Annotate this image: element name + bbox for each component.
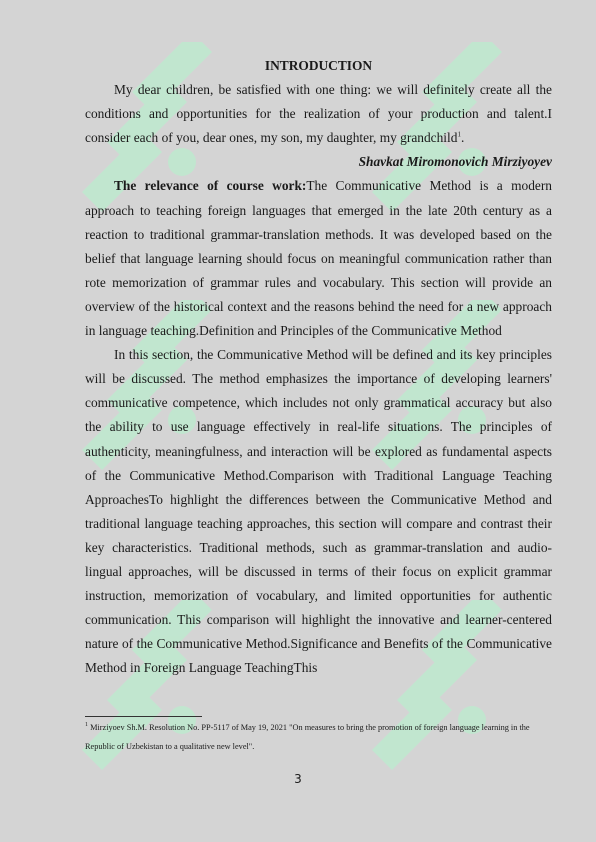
relevance-paragraph [85, 174, 552, 343]
footnote-number: 1 [85, 722, 88, 729]
body-paragraph: In this section, the Communicative Method will be defined and its key principles will be discussed. The method emphasizes the importance of developing learners' communicative competence, which includes not only grammatical accuracy but also the ability to use language effectively in real-life situations. The principles of authenticity, meaningfulness, and interaction will be explored as fundamental aspects of the Communicative Method.Comparison with Traditional Language Teaching ApproachesTo highlight the differences between the Communicative Method and traditional language teaching approaches, this section will compare and contrast their key characteristics. Traditional methods, such as grammar-translation and audio-lingual approaches, will be discussed in terms of their focus on explicit grammar instruction, memorization of vocabulary, and limited opportunities for authentic communication. This comparison will highlight the innovative and learner-centered nature of the Communicative Method.Significance and Benefits of the Communicative Method in Foreign Language TeachingThis [85, 347, 552, 676]
epigraph-paragraph [85, 78, 552, 150]
epigraph-author: Shavkat Miromonovich Mirziyoyev [358, 154, 552, 170]
body-text [85, 54, 552, 680]
footnote-divider [85, 716, 202, 717]
footnote-reference[interactable]: 1 [457, 130, 461, 139]
footnote [85, 718, 555, 756]
page-number: 3 [294, 772, 302, 786]
epigraph-end: . [460, 130, 465, 146]
page-title: INTRODUCTION [264, 58, 373, 73]
relevance-label: The relevance of course work: [114, 178, 307, 194]
relevance-text: The Communicative Method is a modern approach to teaching foreign languages that emerged in the late 20th century as a reaction to traditional grammar-translation methods. It was developed based on the belief that language learning should focus on meaningful communication rather than rote memorization of grammar rules and vocabulary. This section will provide an overview of the historical context and the reasons behind the need for a new approach in language teaching.Definition and Principles of the Communicative Method [85, 178, 552, 339]
epigraph-text: My dear children, be satisfied with one thing: we will definitely create all the conditions and opportunities for the realization of your production and talent.I consider each of you, dear ones, my son, my daughter, my grandchild [85, 82, 552, 146]
footnote-text: Mirziyoev Sh.M. Resolution No. PP-5117 of May 19, 2021 "On measures to bring the promotion of foreign language learning in the Republic of Uzbekistan to a qualitative new level". [85, 723, 530, 751]
